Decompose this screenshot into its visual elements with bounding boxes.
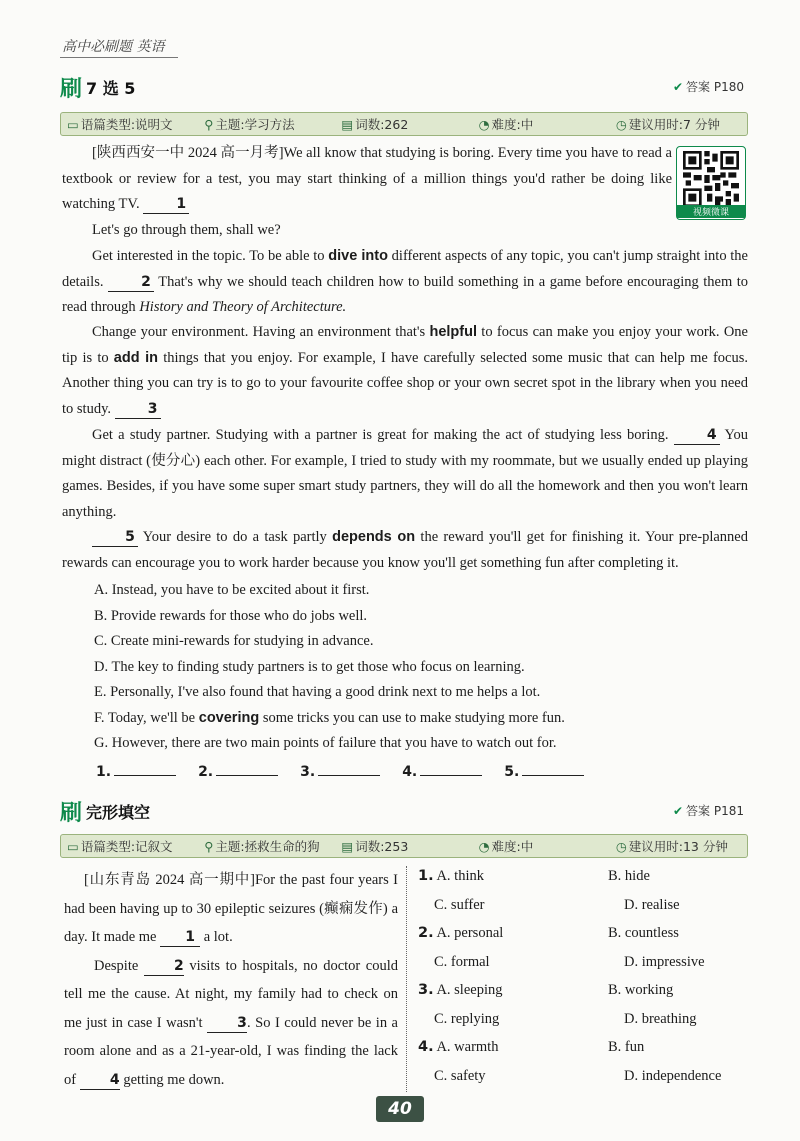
- option-f: F. Today, we'll be covering some tricks you can use to make studying more fun.: [94, 709, 565, 726]
- cloze-blank-4[interactable]: 4: [80, 1071, 120, 1090]
- q1-option-b[interactable]: B. hide: [608, 868, 650, 884]
- q1-option-c[interactable]: C. suffer: [434, 896, 485, 913]
- answer-slot-3[interactable]: 3.: [300, 764, 380, 780]
- paragraph-1: [陕西西安一中 2024 高一月考]We all know that studying is boring. Every time you have to read a textbook or review for a test, you may start thinking of a million things you'd rather be doing like watching TV. 1: [62, 145, 672, 212]
- cloze-passage: [64, 866, 398, 1094]
- clock-icon: ◷: [615, 839, 627, 854]
- option-a: A. Instead, you have to be excited about it first.: [94, 582, 370, 598]
- cloze-blank-3[interactable]: 3: [207, 1014, 247, 1033]
- cloze-paragraph-2: Despite 2 visits to hospitals, no doctor could tell me the cause. At night, my family had to check on me just in case I wasn't 3. So I could never be in a room alone and as a 21-year-old, I was finding the lack of 4 getting me down.: [64, 957, 399, 1088]
- section-cloze-heading: [60, 796, 150, 827]
- q2-option-b[interactable]: B. countless: [608, 925, 679, 941]
- question-2-row-1: 2. A. personal B. countless: [418, 919, 721, 948]
- text-type: ▭ 语篇类型:记叙文: [67, 839, 173, 854]
- q3-option-a[interactable]: A. sleeping: [436, 982, 503, 998]
- q3-option-d[interactable]: D. breathing: [624, 1010, 697, 1027]
- book-icon: ▭: [67, 839, 79, 854]
- answer-ref-2: ✔ 答案 P181: [672, 804, 744, 818]
- paragraph-2: Let's go through them, shall we?: [92, 222, 281, 238]
- gauge-icon: ◔: [478, 839, 490, 854]
- blank-4[interactable]: 4: [674, 426, 720, 445]
- options-list: [94, 578, 744, 757]
- q3-option-b[interactable]: B. working: [608, 982, 674, 998]
- qr-pattern-icon: [683, 151, 739, 207]
- section-title-2: 完形填空: [86, 803, 151, 822]
- question-3-row-1: 3. A. sleeping B. working: [418, 976, 721, 1005]
- q4-option-c[interactable]: C. safety: [434, 1067, 486, 1084]
- option-d: D. The key to finding study partners is to get those who focus on learning.: [94, 658, 525, 675]
- doc-icon: ▤: [341, 117, 354, 132]
- answer-slot-4[interactable]: 4.: [402, 764, 482, 780]
- answer-slot-2[interactable]: 2.: [198, 764, 278, 780]
- blank-2[interactable]: 2: [108, 273, 154, 292]
- question-2-row-2: [418, 948, 721, 977]
- paragraph-4: Change your environment. Having an environment that's helpful to focus can make you enjoy your work. One tip is to add in things that you enjoy. For example, I have carefully selected some music that can help me focus. Another thing you can try is to go to your favourite coffee shop or your own secret spot in the library when you need to study. 3: [62, 324, 748, 417]
- column-divider: [406, 866, 407, 1092]
- answer-slot-1[interactable]: 1.: [96, 764, 176, 780]
- brush-mark: 刷: [60, 77, 83, 102]
- difficulty: ◔ 难度:中: [478, 839, 534, 854]
- q4-option-a[interactable]: A. warmth: [436, 1039, 499, 1055]
- q2-option-a[interactable]: A. personal: [436, 925, 504, 941]
- q2-option-d[interactable]: D. impressive: [624, 953, 705, 970]
- info-bar-2: [60, 834, 748, 858]
- check-icon: ✔: [672, 804, 684, 818]
- q4-option-d[interactable]: D. independence: [624, 1067, 722, 1084]
- check-icon: ✔: [672, 80, 684, 94]
- question-3-row-2: [418, 1005, 721, 1034]
- question-4-row-1: 4. A. warmth B. fun: [418, 1033, 721, 1062]
- doc-icon: ▤: [341, 839, 354, 854]
- question-4-row-2: [418, 1062, 721, 1091]
- word-count: ▤ 词数:253: [341, 839, 409, 854]
- text-type: ▭ 语篇类型:说明文: [67, 117, 173, 132]
- brush-mark-2: 刷: [60, 801, 83, 826]
- option-b: B. Provide rewards for those who do jobs well.: [94, 607, 368, 624]
- word-count: ▤ 词数:262: [341, 117, 409, 132]
- info-bar-1: [60, 112, 748, 136]
- option-g: G. However, there are two main points of failure that you have to watch out for.: [94, 735, 557, 751]
- search-icon: ⚲: [204, 839, 214, 854]
- q4-option-b[interactable]: B. fun: [608, 1039, 645, 1055]
- q1-option-d[interactable]: D. realise: [624, 896, 680, 913]
- question-1-row-2: [418, 891, 721, 920]
- cloze-paragraph-1: [山东青岛 2024 高一期中]For the past four years I had been having up to 30 epileptic seizures (癫痫发作) a day. It made me 1 a lot.: [64, 872, 398, 945]
- topic: ⚲ 主题:学习方法: [204, 117, 295, 132]
- option-c: C. Create mini-rewards for studying in advance.: [94, 633, 374, 649]
- paragraph-6: 5 Your desire to do a task partly depends on the reward you'll get for finishing it. Your pre-planned rewards can encourage you to work harder because you know you'll get something fun after completing it.: [62, 529, 748, 571]
- answer-ref-1: ✔ 答案 P180: [672, 80, 744, 94]
- section-title: 7 选 5: [86, 79, 136, 98]
- blank-5[interactable]: 5: [92, 528, 138, 547]
- page-number: 40: [376, 1096, 424, 1122]
- cloze-blank-1[interactable]: 1: [160, 928, 200, 947]
- q2-option-c[interactable]: C. formal: [434, 953, 490, 970]
- blank-3[interactable]: 3: [115, 400, 161, 419]
- answer-line: [96, 764, 606, 780]
- gauge-icon: ◔: [478, 117, 490, 132]
- paragraph-3: Get interested in the topic. To be able to dive into different aspects of any topic, you can't jump straight into the details. 2 That's why we should teach children how to build something in a game before encouraging them to read through History and Theory of Architecture.: [62, 248, 749, 315]
- paragraph-5: Get a study partner. Studying with a partner is great for making the act of studying less boring. 4 You might distract (使分心) each other. For example, I tried to study with my roommate, but we usually ended up playing games. Besides, if you have some super smart study partners, they will do all the homework and then you won't learn anything.: [62, 427, 749, 520]
- cloze-blank-2[interactable]: 2: [144, 957, 184, 976]
- q3-option-c[interactable]: C. replying: [434, 1010, 500, 1027]
- qr-code[interactable]: [676, 146, 746, 220]
- question-1-row-1: 1. A. think B. hide: [418, 862, 721, 891]
- answer-slot-5[interactable]: 5.: [504, 764, 584, 780]
- clock-icon: ◷: [615, 117, 627, 132]
- header-rule: [60, 57, 178, 58]
- search-icon: ⚲: [204, 117, 214, 132]
- q1-option-a[interactable]: A. think: [436, 868, 484, 884]
- option-e: E. Personally, I've also found that having a good drink next to me helps a lot.: [94, 684, 541, 700]
- blank-1[interactable]: 1: [143, 195, 189, 214]
- topic: ⚲ 主题:拯救生命的狗: [204, 839, 320, 854]
- difficulty: ◔ 难度:中: [478, 117, 534, 132]
- suggested-time: ◷ 建议用时:13 分钟: [615, 839, 728, 854]
- qr-label: 视频微课: [677, 205, 745, 218]
- running-header: 高中必刷题 英语: [62, 39, 165, 55]
- section-7x5-heading: [60, 72, 135, 103]
- suggested-time: ◷ 建议用时:7 分钟: [615, 117, 720, 132]
- cloze-questions: [418, 862, 721, 1090]
- book-icon: ▭: [67, 117, 79, 132]
